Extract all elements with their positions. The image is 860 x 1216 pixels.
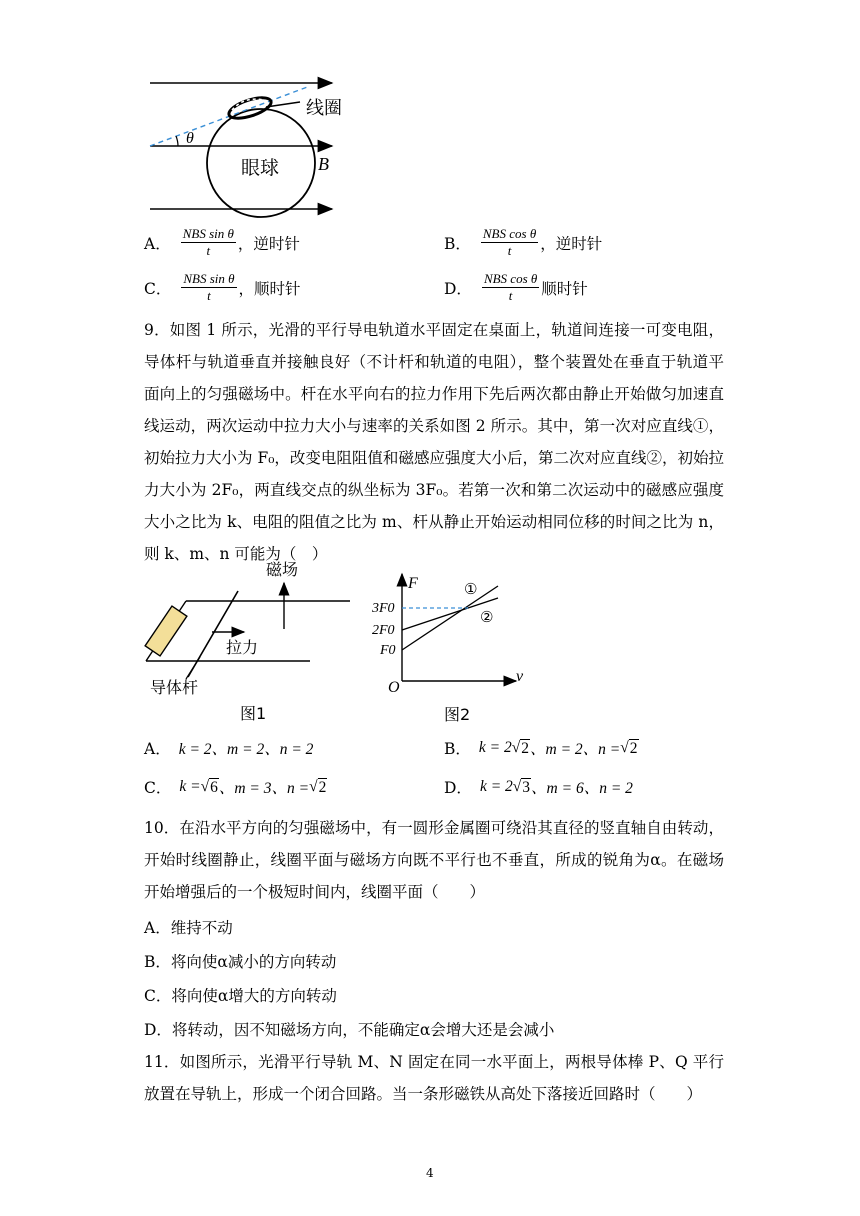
- question-10-text: 10．在沿水平方向的匀强磁场中，有一圆形金属圈可绕沿其直径的竖直轴自由转动，开始时线圈静止，线圈平面与磁场方向既不平行也不垂直，所成的锐角为α。在磁场开始增强后的一个极短时间内，线圈平面（ ）: [144, 819, 724, 901]
- fraction: $\frac{\text{NBS cos θ}}{t}$: [482, 226, 537, 258]
- tick-f0: F0: [380, 643, 396, 658]
- x-axis-label: v: [516, 668, 524, 685]
- q9-option-a[interactable]: A． k = 2、m = 2、n = 2: [144, 740, 314, 758]
- theta-label: θ: [186, 130, 194, 147]
- q8-option-a[interactable]: A． $\frac{\text{NBS sin θ}}{t}$ ，逆时针: [144, 226, 300, 258]
- q10-option-b[interactable]: B．将向使α减小的方向转动: [144, 953, 337, 971]
- tick-2f0: 2F0: [372, 623, 395, 638]
- q8-option-d[interactable]: D． $\frac{\text{NBS cos θ}}{t}$ 顺时针: [444, 271, 588, 303]
- variable-resistor: [145, 606, 187, 656]
- line-2-label: ②: [480, 608, 494, 626]
- origin-label: O: [388, 679, 400, 696]
- q10-option-d[interactable]: D．将转动，因不知磁场方向，不能确定α会增大还是会减小: [144, 1021, 555, 1039]
- fraction: $\frac{\text{NBS cos θ}}{t}$: [483, 271, 538, 303]
- force-label: 拉力: [226, 638, 259, 657]
- field-label: 磁场: [266, 560, 299, 579]
- q8-option-b[interactable]: B． $\frac{\text{NBS cos θ}}{t}$ ，逆时针: [444, 226, 603, 258]
- question-11-text: 11．如图所示，光滑平行导轨 M、N 固定在同一水平面上，两根导体棒 P、Q 平行放置在导轨上，形成一个闭合回路。当一条形磁铁从高处下落接近回路时（ ）: [144, 1053, 724, 1103]
- page-number: 4: [426, 1166, 434, 1180]
- y-axis-label: F: [408, 575, 418, 592]
- rod-label: 导体杆: [150, 678, 199, 697]
- q10-option-c[interactable]: C．将向使α增大的方向转动: [144, 987, 337, 1005]
- q9-option-b[interactable]: B． k = 2 √ 2 、m = 2、n = √ 2: [444, 739, 638, 758]
- q9-option-d[interactable]: D． k = 2 √ 3 、m = 6、n = 2: [444, 778, 633, 797]
- q10-option-a[interactable]: A．维持不动: [144, 919, 233, 937]
- coil-label: 线圈: [306, 98, 342, 119]
- rod-pointer: [186, 657, 200, 679]
- fraction: $\frac{\text{NBS sin θ}}{t}$: [182, 226, 234, 258]
- eye-coil-figure: [140, 70, 380, 220]
- figure-2-graph: [368, 568, 538, 728]
- figure-1-caption: 图1: [240, 704, 267, 723]
- figure-1-rails: [140, 555, 360, 725]
- question-9-text: 9．如图 1 所示，光滑的平行导电轨道水平固定在桌面上，轨道间连接一可变电阻，导体杆与轨道垂直并接触良好（不计杆和轨道的电阻），整个装置处在垂直于轨道平面向上的匀强磁场中。杆在水平向右的拉力作用下先后两次都由静止开始做匀加速直线运动，两次运动中拉力大小与速率的关系如图 2 所示。其中，第一次对应直线①，初始拉力大小为 F₀，改变电阻阻值和磁感应强度大小后，第二次对应直线②，初始拉力大小为 2F₀，两直线交点的纵坐标为 3F₀。若第一次和第二次运动中的磁感应强度大小之比为 k、电阻的阻值之比为 m、杆从静止开始运动相同位移的时间之比为 n，则 k、m、n 可能为（ ）: [144, 321, 724, 563]
- q8-option-c[interactable]: C． $\frac{\text{NBS sin θ}}{t}$ ，顺时针: [144, 271, 301, 303]
- figure-2-caption: 图2: [444, 705, 471, 724]
- tick-3f0: 3F0: [372, 601, 395, 616]
- theta-arc: [176, 136, 178, 146]
- b-field-label: B: [318, 154, 329, 174]
- line-1-label: ①: [464, 580, 478, 598]
- fraction: $\frac{\text{NBS sin θ}}{t}$: [183, 271, 235, 303]
- q9-option-c[interactable]: C． k = √ 6 、m = 3、n = √ 2: [144, 778, 327, 797]
- eyeball-label: 眼球: [241, 157, 280, 179]
